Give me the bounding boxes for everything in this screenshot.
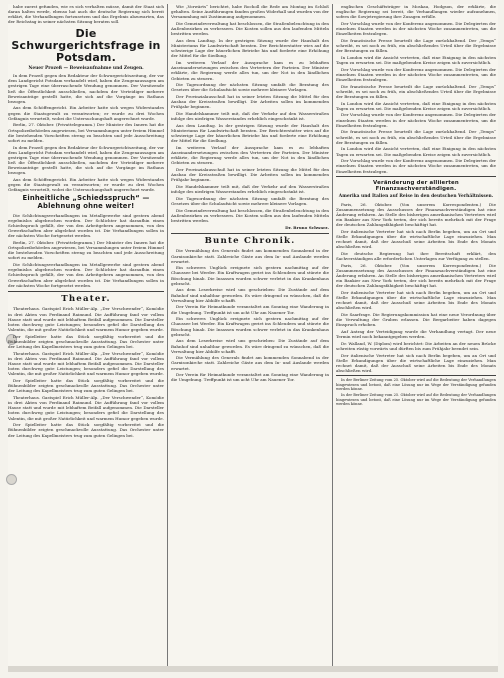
text-paragraph: Die Handelskammer teilt mit, daß der Verkehr auf den Wasserstraßen infolge des niedrigen Wasserstandes erheblich eingeschränkt ist. [171, 110, 329, 122]
column-2 [171, 4, 329, 672]
text-paragraph: In London wird die Ansicht vertreten, daß eine Einigung in den nächsten Tagen zu erwarten sei. Die maßgebenden Kreise zeigen sich zuversichtlich. [336, 100, 496, 111]
text-paragraph: habe zuerst gefunden, wie es sich verhalten müsse, damit der Staat sich daran halten werde, ebenso hat auch die deutsche Regierung sich bereit erklärt, die Verhandlungen fortzusetzen und das Ergebnis abzuwarten, das der Reichstag in seiner nächsten Sitzung beraten soll. [8, 4, 164, 25]
headline-subtitle: Amerika und Italien auf Reise in den deutschen Verhältnissen. [338, 194, 494, 200]
text-paragraph: Aus dem Landtag. In der gestrigen Sitzung wurde der Haushalt des Ministeriums für Landwirtschaft beraten. Der Berichterstatter wies auf die schwierige Lage der bäuerlichen Betriebe hin und forderte eine Erhöhung der Mittel für die Siedlung. [171, 122, 329, 144]
text-paragraph: englischen Geschäftsträger in Moskau, Hodgson, der erklärte, die englische Regierung sei bereit, die Verhandlungen wieder aufzunehmen, sofern die Sowjetregierung ihre Zusagen erfülle. [336, 4, 496, 20]
text-paragraph: Im weiteren Verlauf der Aussprache kam es zu lebhaften Auseinandersetzungen zwischen den Vertretern der Parteien. Der Minister erklärte, die Regierung werde alles tun, um der Not in den ländlichen Gebieten zu steuern. [171, 144, 329, 166]
text-paragraph: Die französische Presse beurteilt die Lage zurückhaltend. Der „Temps“ schreibt, es sei noch zu früh, ein abschließendes Urteil über die Ergebnisse der Beratungen zu fällen. [336, 83, 496, 99]
text-paragraph: Der Spielleiter hatte das Stück sorgfältig vorbereitet und die Bühnenbilder zeigten geschmackvolle Ausstattung. Das Orchester unter der Leitung des Kapellmeisters trug zum guten Gelingen bei. [8, 422, 164, 438]
text-paragraph: Die deutsche Regierung hat ihre Bereitschaft erklärt, den Sachverständigen alle erforderlichen Unterlagen zur Verfügung zu stellen. [336, 250, 496, 262]
text-paragraph: Aus dem Schöffengericht. Ein Arbeiter hatte sich wegen Widerstandes gegen die Staatsgewalt zu verantworten; er wurde zu drei Wochen Gefängnis verurteilt, wobei die Untersuchungshaft angerechnet wurde. [8, 177, 164, 193]
text-paragraph: Der italienische Vertreter hat sich nach Berlin begeben, um an Ort und Stelle Erkundigungen über die wirtschaftliche Lage einzuziehen. Man rechnet damit, daß der Ausschuß seine Arbeiten bis Ende des Monats abschließen wird. [336, 352, 496, 374]
text-paragraph: Im weiteren Verlauf der Aussprache kam es zu lebhaften Auseinandersetzungen zwischen den Vertretern der Parteien. Der Minister erklärte, die Regierung werde alles tun, um der Not in den ländlichen Gebieten zu steuern. [171, 60, 329, 81]
text-paragraph: Die Vermählung des Generals findet am kommenden Sonnabend in der Garnisonkirche statt. Zahlreiche Gäste aus dem In- und Auslande werden erwartet. [171, 355, 329, 371]
text-paragraph: Die Handelskammer teilt mit, daß der Verkehr auf den Wasserstraßen infolge des niedrigen Wasserstandes erheblich eingeschränkt ist. [171, 184, 329, 195]
text-paragraph: Der Vorschlag wurde von der Konferenz angenommen. Die Delegierten der einzelnen Staaten werden in der nächsten Woche zusammentreten, um die Einzelheiten festzulegen. [336, 112, 496, 128]
text-paragraph: Ein schweres Unglück ereignete sich gestern nachmittag auf der Chaussee bei Werder. Ein Kraftwagen geriet ins Schleudern und stürzte die Böschung hinab. Die Insassen wurden schwer verletzt in das Krankenhaus gebracht. [171, 265, 329, 286]
text-paragraph: Theaterhaus. Gastspiel Erich Müller-Alp. „Der Verschwender“, Komödie in drei Akten von Ferdinand Raimund. Die Aufführung fand vor vollem Hause statt und wurde mit lebhaftem Beifall aufgenommen. Die Darsteller boten durchweg gute Leistungen; besonders gefiel die Darstellung des Valentin, die mit großer Natürlichkeit und warmem Humor gegeben wurde. [8, 306, 164, 333]
text-paragraph: In dem Prozeß gegen den Redakteur der Schwurgerichtszeitung, der vor dem Landgericht Potsdam verhandelt wird, haben die Zeugenaussagen am gestrigen Tage eine überraschende Wendung genommen. Der Vorsitzende ließ die Öffentlichkeit ausschließen, nachdem der Verteidiger mehrere Beweisanträge gestellt hatte, die sich auf die Vorgänge im Rathaus bezogen. [8, 73, 164, 104]
text-paragraph: Die Gemeindeverwaltung hat beschlossen, die Straßenbeleuchtung in den Außenbezirken zu verbessern. Die Kosten sollen aus den laufenden Mitteln bestritten werden. [171, 20, 329, 37]
headline: Die Schwurgerichtsfrage in Potsdam. [11, 26, 161, 64]
text-paragraph: Berlin, 27. Oktober. (Privattelegramm.) Der Minister des Innern hat die Ortspolizeibehörden angewiesen, bei Versammlungen unter freiem Himmel die bestehenden Vorschriften streng zu beachten und jede Ausschreitung sofort zu melden. [8, 122, 164, 143]
text-paragraph: Paris, 26. Oktober. (Von unserem Korrespondenten.) Die Zusammensetzung des Ausschusses der Finanzsachverständigen hat eine Änderung erfahren. An Stelle des bisherigen amerikanischen Vertreters wird ein Bankier aus New York treten, der sich bereits mehrfach mit der Frage der deutschen Zahlungsfähigkeit beschäftigt hat. [336, 201, 496, 228]
text-paragraph: Der Provinzialausschuß hat in seiner letzten Sitzung die Mittel für den Ausbau der Kreisstraßen bewilligt. Die Arbeiten sollen im kommenden Frühjahr beginnen. [171, 94, 329, 110]
section-heading: Bunte Chronik. [204, 235, 296, 246]
text-paragraph: Aus dem Leserkreise wird uns geschrieben: Die Zustände auf dem Bahnhof sind unhaltbar geworden. Es wäre dringend zu wünschen, daß die Verwaltung hier Abhilfe schafft. [171, 338, 329, 354]
text-paragraph: Paris, 26. Oktober. (Von unserem Korrespondenten.) Die Zusammensetzung des Ausschusses der Finanzsachverständigen hat eine Änderung erfahren. An Stelle des bisherigen amerikanischen Vertreters wird ein Bankier aus New York treten, der sich bereits mehrfach mit der Frage der deutschen Zahlungsfähigkeit beschäftigt hat. [336, 262, 496, 289]
footnote: In der Berliner Zeitung vom 25. Oktober wird auf die Bedeutung der Verhandlungen hingewiesen und betont, daß eine Lösung nur im Wege der Verständigung gefunden werden könne. [336, 393, 496, 407]
text-paragraph: Wie „Vorwärts“ berichtet, habe Rocholl die Rede am Montag im Schloß gehalten. Seine Ausführungen fanden großen Widerhall und wurden von der Versammlung mit Zustimmung aufgenommen. [171, 4, 329, 20]
text-paragraph: Die französische Presse beurteilt die Lage zurückhaltend. Der „Temps“ schreibt, es sei noch zu früh, ein abschließendes Urteil über die Ergebnisse der Beratungen zu fällen. [336, 129, 496, 145]
text-paragraph: Der Vorschlag wurde von der Konferenz angenommen. Die Delegierten der einzelnen Staaten werden in der nächsten Woche zusammentreten, um die Einzelheiten festzulegen. [336, 158, 496, 174]
text-paragraph: Der italienische Vertreter hat sich nach Berlin begeben, um an Ort und Stelle Erkundigungen über die wirtschaftliche Lage einzuziehen. Man rechnet damit, daß der Ausschuß seine Arbeiten bis Ende des Monats abschließen wird. [336, 228, 496, 250]
text-paragraph: Der italienische Vertreter hat sich nach Berlin begeben, um an Ort und Stelle Erkundigungen über die wirtschaftliche Lage einzuziehen. Man rechnet damit, daß der Ausschuß seine Arbeiten bis Ende des Monats abschließen wird. [336, 290, 496, 311]
text-paragraph: Aus dem Leserkreise wird uns geschrieben: Die Zustände auf dem Bahnhof sind unhaltbar geworden. Es wäre dringend zu wünschen, daß die Verwaltung hier Abhilfe schafft. [171, 287, 329, 303]
text-paragraph: Auf Antrag der Verteidigung wurde die Verhandlung vertagt. Der neue Termin wird noch bekanntgegeben werden. [336, 329, 496, 340]
headline: Veränderung der alliierten Finanzsachverständigen. [373, 179, 459, 192]
text-paragraph: Die französische Presse beurteilt die Lage zurückhaltend. Der „Temps“ schreibt, es sei noch zu früh, ein abschließendes Urteil über die Ergebnisse der Beratungen zu fällen. [336, 37, 496, 54]
text-paragraph: Ein schweres Unglück ereignete sich gestern nachmittag auf der Chaussee bei Werder. Ein Kraftwagen geriet ins Schleudern und stürzte die Böschung hinab. Die Insassen wurden schwer verletzt in das Krankenhaus gebracht. [171, 316, 329, 337]
newspaper-page [8, 4, 498, 672]
text-paragraph: Berlin, 27. Oktober. (Privattelegramm.) Der Minister des Innern hat die Ortspolizeibehörden angewiesen, bei Versammlungen unter freiem Himmel die bestehenden Vorschriften streng zu beachten und jede Ausschreitung sofort zu melden. [8, 239, 164, 261]
footnote: In der Berliner Zeitung vom 25. Oktober wird auf die Bedeutung der Verhandlungen hingewiesen und betont, daß eine Lösung nur im Wege der Verständigung gefunden werden könne. [336, 378, 496, 392]
author-signature: Dr. Bruno Schwarz. [285, 224, 329, 230]
headline: Einheitliche „Schiedsspruch“ — Ablehnung ohne weiter! [22, 194, 150, 211]
text-paragraph: Der Spielleiter hatte das Stück sorgfältig vorbereitet und die Bühnenbilder zeigten geschmackvolle Ausstattung. Das Orchester unter der Leitung des Kapellmeisters trug zum guten Gelingen bei. [8, 377, 164, 394]
page-edge [8, 666, 498, 672]
section-divider [8, 291, 164, 292]
text-paragraph: Die Vermählung des Generals findet am kommenden Sonnabend in der Garnisonkirche statt. Zahlreiche Gäste aus dem In- und Auslande werden erwartet. [171, 248, 329, 264]
section-divider [171, 233, 329, 234]
text-paragraph: Der Provinzialausschuß hat in seiner letzten Sitzung die Mittel für den Ausbau der Kreisstraßen bewilligt. Die Arbeiten sollen im kommenden Frühjahr beginnen. [171, 167, 329, 183]
text-paragraph: In dem Prozeß gegen den Redakteur der Schwurgerichtszeitung, der vor dem Landgericht Potsdam verhandelt wird, haben die Zeugenaussagen am gestrigen Tage eine überraschende Wendung genommen. Der Vorsitzende ließ die Öffentlichkeit ausschließen, nachdem der Verteidiger mehrere Beweisanträge gestellt hatte, die sich auf die Vorgänge im Rathaus bezogen. [8, 144, 164, 176]
text-paragraph: Der Spielleiter hatte das Stück sorgfältig vorbereitet und die Bühnenbilder zeigten geschmackvolle Ausstattung. Das Orchester unter der Leitung des Kapellmeisters trug zum guten Gelingen bei. [8, 333, 164, 350]
text-paragraph: Die Saarfrage. Die Regierungskommission hat eine neue Verordnung über die Verwaltung der Gruben erlassen. Die Bergarbeiter haben dagegen Einspruch erhoben. [336, 312, 496, 328]
column-rule [332, 4, 333, 672]
section-divider [336, 176, 496, 177]
text-paragraph: In London wird die Ansicht vertreten, daß eine Einigung in den nächsten Tagen zu erwarten sei. Die maßgebenden Kreise zeigen sich zuversichtlich. [336, 146, 496, 157]
text-paragraph: Die Tagesordnung der nächsten Sitzung umfaßt die Beratung des Gesetzes über die Schulaufsicht sowie mehrere kleinere Vorlagen. [171, 195, 329, 206]
text-paragraph: Der Vorschlag wurde von der Konferenz angenommen. Die Delegierten der einzelnen Staaten werden in der nächsten Woche zusammentreten, um die Einzelheiten festzulegen. [336, 20, 496, 37]
column-3 [336, 4, 496, 672]
text-paragraph: Theaterhaus. Gastspiel Erich Müller-Alp. „Der Verschwender“, Komödie in drei Akten von Ferdinand Raimund. Die Aufführung fand vor vollem Hause statt und wurde mit lebhaftem Beifall aufgenommen. Die Darsteller boten durchweg gute Leistungen; besonders gefiel die Darstellung des Valentin, die mit großer Natürlichkeit und warmem Humor gegeben wurde. [8, 394, 164, 421]
text-paragraph: Die Schlichtungsverhandlungen im Metallgewerbe sind gestern abend ergebnislos abgebrochen worden. Der Schlichter hat daraufhin einen Schiedsspruch gefällt, der von den Arbeitgebern angenommen, von den Gewerkschaften aber abgelehnt worden ist. Die Verhandlungen sollen in der nächsten Woche fortgesetzt werden. [8, 212, 164, 239]
text-paragraph: Aus dem Schöffengericht. Ein Arbeiter hatte sich wegen Widerstandes gegen die Staatsgewalt zu verantworten; er wurde zu drei Wochen Gefängnis verurteilt, wobei die Untersuchungshaft angerechnet wurde. [8, 105, 164, 121]
text-paragraph: Theaterhaus. Gastspiel Erich Müller-Alp. „Der Verschwender“, Komödie in drei Akten von Ferdinand Raimund. Die Aufführung fand vor vollem Hause statt und wurde mit lebhaftem Beifall aufgenommen. Die Darsteller boten durchweg gute Leistungen; besonders gefiel die Darstellung des Valentin, die mit großer Natürlichkeit und warmem Humor gegeben wurde. [8, 350, 164, 377]
text-paragraph: In London wird die Ansicht vertreten, daß eine Einigung in den nächsten Tagen zu erwarten sei. Die maßgebenden Kreise zeigen sich zuversichtlich. [336, 54, 496, 66]
text-paragraph: Die Gemeindeverwaltung hat beschlossen, die Straßenbeleuchtung in den Außenbezirken zu verbessern. Die Kosten sollen aus den laufenden Mitteln bestritten werden. [171, 207, 329, 223]
text-paragraph: Der Vorschlag wurde von der Konferenz angenommen. Die Delegierten der einzelnen Staaten werden in der nächsten Woche zusammentreten, um die Einzelheiten festzulegen. [336, 66, 496, 83]
text-paragraph: Aus dem Landtag. In der gestrigen Sitzung wurde der Haushalt des Ministeriums für Landwirtschaft beraten. Der Berichterstatter wies auf die schwierige Lage der bäuerlichen Betriebe hin und forderte eine Erhöhung der Mittel für die Siedlung. [171, 37, 329, 59]
column-rule [167, 4, 168, 672]
column-1 [8, 4, 164, 672]
text-paragraph: Der Verein für Heimatkunde veranstaltet am Sonntag eine Wanderung in die Umgebung. Treffpunkt ist um acht Uhr am Nauener Tor. [171, 304, 329, 315]
section-heading: Theater. [61, 293, 111, 304]
text-paragraph: Die Schlichtungsverhandlungen im Metallgewerbe sind gestern abend ergebnislos abgebrochen worden. Der Schlichter hat daraufhin einen Schiedsspruch gefällt, der von den Arbeitgebern angenommen, von den Gewerkschaften aber abgelehnt worden ist. Die Verhandlungen sollen in der nächsten Woche fortgesetzt werden. [8, 262, 164, 288]
section-divider [336, 375, 496, 376]
text-paragraph: Die Tagesordnung der nächsten Sitzung umfaßt die Beratung des Gesetzes über die Schulaufsicht sowie mehrere kleinere Vorlagen. [171, 82, 329, 93]
text-paragraph: Der Verein für Heimatkunde veranstaltet am Sonntag eine Wanderung in die Umgebung. Treffpunkt ist um acht Uhr am Nauener Tor. [171, 372, 329, 383]
headline-subtitle: Neuer Prozeß — Beweisaufnahme und Zeugen. [28, 65, 144, 71]
text-paragraph: Dr. Walland, W. (Diplom) wird berichtet: Die Arbeiten an der neuen Brücke schreiten rüstig vorwärts und dürften bis zum Frühjahr beendet sein. [336, 340, 496, 352]
